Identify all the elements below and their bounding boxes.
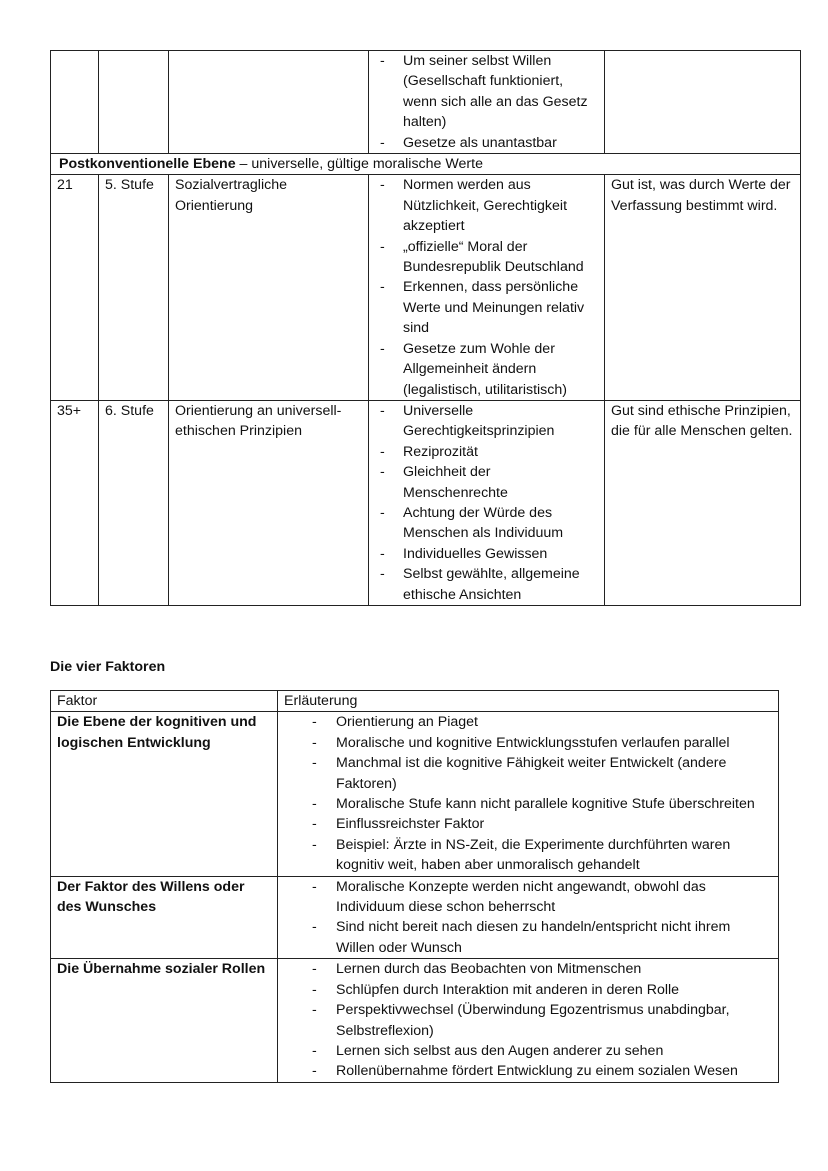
- orientation-cell: Sozialvertragliche Orientierung: [169, 175, 369, 400]
- stage-cell: 5. Stufe: [99, 175, 169, 400]
- bullet-list: [375, 175, 598, 399]
- level-title: Postkonventionelle Ebene: [59, 156, 236, 173]
- age-cell: 21: [51, 175, 99, 400]
- list-item: - Achtung der Würde des Menschen als Individuum: [375, 503, 598, 544]
- list-item: - Universelle Gerechtigkeitsprinzipien: [375, 401, 598, 442]
- table-cell: [369, 51, 605, 154]
- list-item: - Erkennen, dass persönliche Werte und Meinungen relativ sind: [375, 277, 598, 338]
- list-item: - Moralische und kognitive Entwicklungsstufen verlaufen parallel: [284, 733, 772, 753]
- list-item: - Manchmal ist die kognitive Fähigkeit weiter Entwickelt (andere Faktoren): [284, 753, 772, 794]
- explanation-cell: [278, 876, 779, 959]
- level-description: – universelle, gültige moralische Werte: [235, 156, 483, 173]
- list-item: - Beispiel: Ärzte in NS-Zeit, die Experimente durchführten waren kognitiv weit, haben aber unmoralisch gehandelt: [284, 835, 772, 876]
- table-row: [51, 51, 801, 154]
- table-row: [51, 876, 779, 959]
- list-item: - Moralische Stufe kann nicht parallele kognitive Stufe überschreiten: [284, 794, 772, 814]
- level-header: [51, 154, 801, 175]
- table-row: [51, 175, 801, 400]
- list-item: - Einflussreichster Faktor: [284, 814, 772, 834]
- definition-cell: Gut sind ethische Prinzipien, die für alle Menschen gelten.: [605, 400, 801, 605]
- list-item: - Gesetze als unantastbar: [375, 133, 598, 153]
- section-heading: Die vier Faktoren: [50, 659, 166, 675]
- column-header: Erläuterung: [278, 691, 779, 712]
- list-item: - Um seiner selbst Willen (Gesellschaft funktioniert, wenn sich alle an das Gesetz halten): [375, 51, 598, 133]
- list-item: - Normen werden aus Nützlichkeit, Gerechtigkeit akzeptiert: [375, 175, 598, 236]
- column-header: Faktor: [51, 691, 278, 712]
- list-item: - Reziprozität: [375, 442, 598, 462]
- list-item: - Schlüpfen durch Interaktion mit anderen in deren Rolle: [284, 980, 772, 1000]
- definition-cell: Gut ist, was durch Werte der Verfassung bestimmt wird.: [605, 175, 801, 400]
- stage-cell: 6. Stufe: [99, 400, 169, 605]
- kohlberg-stage-table: [50, 50, 801, 606]
- bullet-list: [375, 51, 598, 153]
- table-cell: [169, 51, 369, 154]
- explanation-cell: [278, 712, 779, 876]
- list-item: - Lernen sich selbst aus den Augen anderer zu sehen: [284, 1041, 772, 1061]
- factor-table: [50, 690, 779, 1083]
- orientation-cell: Orientierung an universell-ethischen Prinzipien: [169, 400, 369, 605]
- list-item: - Lernen durch das Beobachten von Mitmenschen: [284, 959, 772, 979]
- list-item: - Selbst gewählte, allgemeine ethische Ansichten: [375, 564, 598, 605]
- factor-name: Die Übernahme sozialer Rollen: [51, 959, 278, 1082]
- explanation-cell: [278, 959, 779, 1082]
- list-item: - Gleichheit der Menschenrechte: [375, 462, 598, 503]
- bullet-list: [284, 959, 772, 1081]
- list-item: - Individuelles Gewissen: [375, 544, 598, 564]
- bullet-list: [284, 712, 772, 875]
- list-item: - Moralische Konzepte werden nicht angewandt, obwohl das Individuum diese schon beherrscht: [284, 877, 772, 918]
- list-item: - Perspektivwechsel (Überwindung Egozentrismus unabdingbar, Selbstreflexion): [284, 1000, 772, 1041]
- factor-name: Der Faktor des Willens oder des Wunsches: [51, 876, 278, 959]
- age-cell: 35+: [51, 400, 99, 605]
- characteristics-cell: [369, 400, 605, 605]
- level-header-row: [51, 154, 801, 175]
- table-header-row: [51, 691, 779, 712]
- table-cell: [605, 51, 801, 154]
- list-item: - Gesetze zum Wohle der Allgemeinheit ändern (legalistisch, utilitaristisch): [375, 339, 598, 400]
- table-cell: [99, 51, 169, 154]
- characteristics-cell: [369, 175, 605, 400]
- bullet-list: [284, 877, 772, 959]
- bullet-list: [375, 401, 598, 605]
- list-item: - Rollenübernahme fördert Entwicklung zu einem sozialen Wesen: [284, 1061, 772, 1081]
- list-item: - Sind nicht bereit nach diesen zu handeln/entspricht nicht ihrem Willen oder Wunsch: [284, 917, 772, 958]
- table-row: [51, 959, 779, 1082]
- list-item: - „offizielle“ Moral der Bundesrepublik Deutschland: [375, 237, 598, 278]
- list-item: - Orientierung an Piaget: [284, 712, 772, 732]
- factor-name: Die Ebene der kognitiven und logischen Entwicklung: [51, 712, 278, 876]
- table-row: [51, 712, 779, 876]
- table-cell: [51, 51, 99, 154]
- table-row: [51, 400, 801, 605]
